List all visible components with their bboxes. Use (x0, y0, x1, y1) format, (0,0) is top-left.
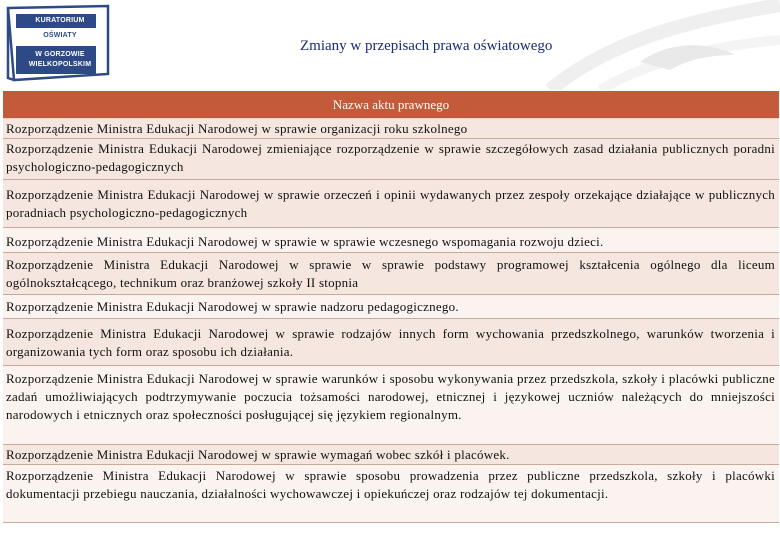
logo-line-1: KURATORIUM (35, 17, 85, 24)
decorative-swoosh (520, 0, 780, 90)
logo-line-2: OŚWIATY (43, 32, 77, 39)
kuratorium-logo (4, 2, 116, 82)
table-row: Rozporządzenie Ministra Edukacji Narodowej w sprawie rodzajów innych form wychowania przedszkolnego, warunków tworzenia i organizowania tych form oraz sposobu ich działania. (3, 319, 779, 366)
logo-emblem-icon (4, 2, 116, 84)
logo-line-4: WIELKOPOLSKIM (28, 61, 92, 68)
table-row: Rozporządzenie Ministra Edukacji Narodowej w sprawie w sprawie podstawy programowej kształcenia ogólnego dla liceum ogólnokształcącego, technikum oraz branżowej szkoły II stopnia (3, 253, 779, 295)
table-row: Rozporządzenie Ministra Edukacji Narodowej w sprawie w sprawie wczesnego wspomagania rozwoju dzieci. (3, 228, 779, 253)
table-row: Rozporządzenie Ministra Edukacji Narodowej w sprawie sposobu prowadzenia przez publiczne przedszkola, szkoły i placówki dokumentacji przebiegu nauczania, działalności wychowawczej i opiekuńczej oraz rodzajów tej dokumentacji. (3, 465, 779, 523)
table-header: Nazwa aktu prawnego (3, 91, 779, 119)
table-row: Rozporządzenie Ministra Edukacji Narodowej w sprawie nadzoru pedagogicznego. (3, 295, 779, 319)
table-row: Rozporządzenie Ministra Edukacji Narodowej w sprawie warunków i sposobu wykonywania przez przedszkola, szkoły i placówki publiczne zadań umożliwiających podtrzymywanie poczucia tożsamości narodowej, etnicznej i językowej uczniów należących do mniejszości narodowych i etnicznych oraz społeczności posługującej się językiem regionalnym. (3, 366, 779, 445)
table-row: Rozporządzenie Ministra Edukacji Narodowej w sprawie organizacji roku szkolnego (3, 119, 779, 139)
logo-line-3: W GORZOWIE (35, 51, 85, 58)
page-title: Zmiany w przepisach prawa oświatowego (300, 38, 553, 54)
table-row: Rozporządzenie Ministra Edukacji Narodowej zmieniające rozporządzenie w sprawie szczegółowych zasad działania publicznych poradni psychologiczno-pedagogicznych (3, 139, 779, 180)
page-header (0, 0, 780, 90)
acts-table (3, 91, 779, 523)
table-row: Rozporządzenie Ministra Edukacji Narodowej w sprawie orzeczeń i opinii wydawanych przez zespoły orzekające działające w publicznych poradniach psychologiczno-pedagogicznych (3, 180, 779, 228)
table-row: Rozporządzenie Ministra Edukacji Narodowej w sprawie wymagań wobec szkół i placówek. (3, 445, 779, 465)
